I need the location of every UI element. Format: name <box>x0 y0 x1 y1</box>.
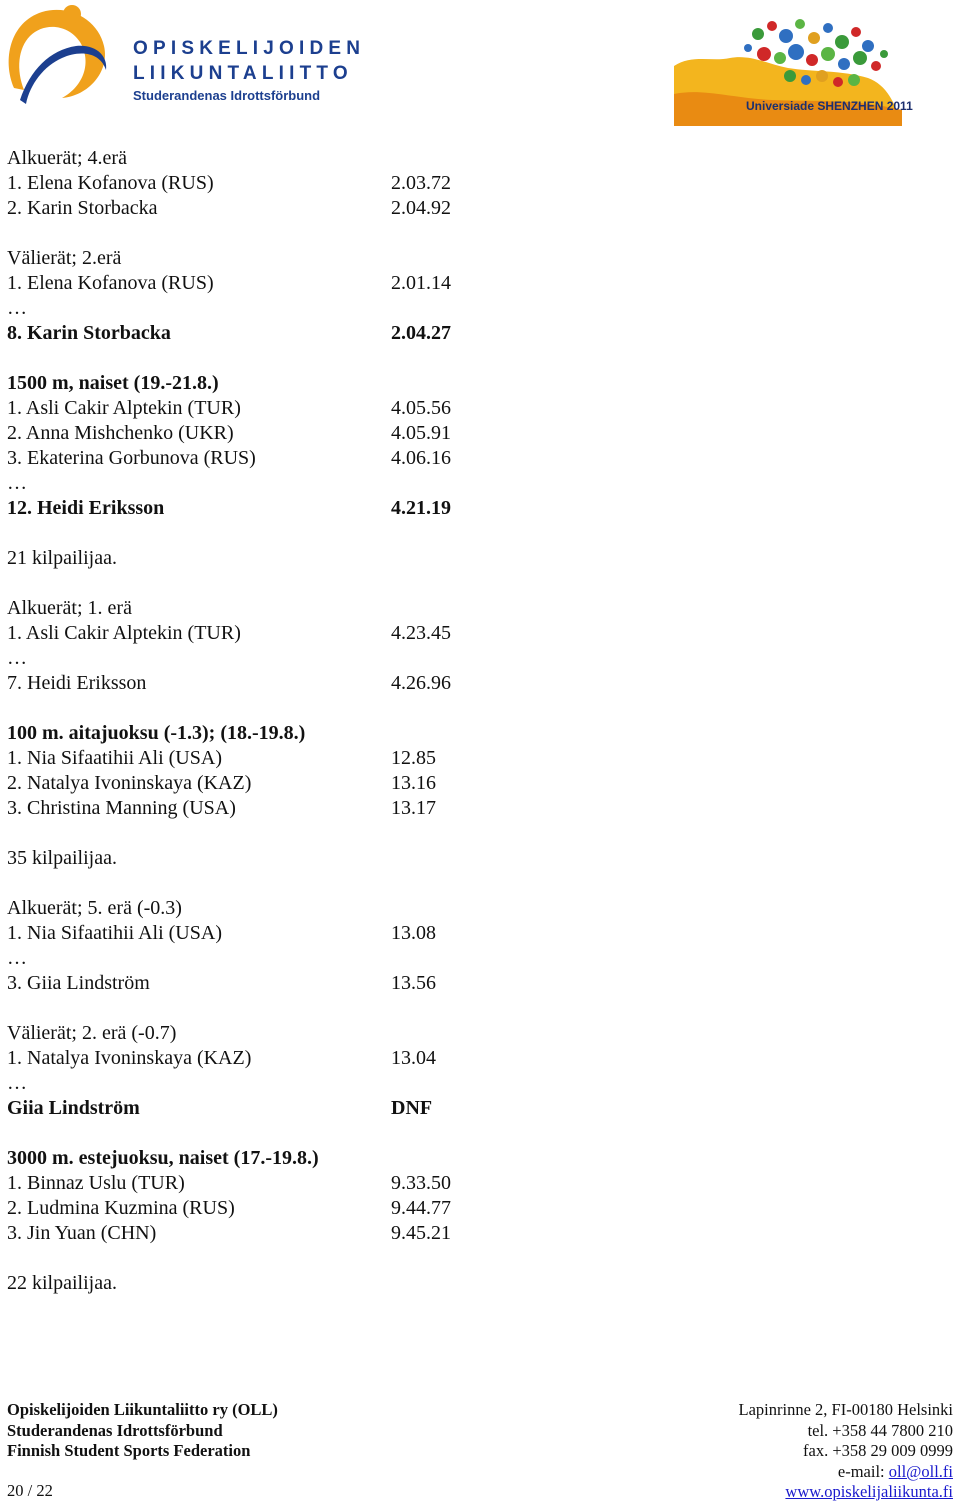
result-value: 2.04.92 <box>391 197 451 219</box>
result-name: 2. Ludmina Kuzmina (RUS) <box>7 1197 235 1219</box>
result-name: … <box>7 472 27 494</box>
result-line <box>7 271 607 296</box>
result-line <box>7 1021 607 1046</box>
result-name: 22 kilpailijaa. <box>7 1272 117 1294</box>
logo-line2: LIIKUNTALIITTO <box>133 63 353 84</box>
result-value: 4.21.19 <box>391 497 451 519</box>
result-name: Välierät; 2.erä <box>7 247 122 269</box>
page-number: 20 / 22 <box>7 1481 53 1500</box>
result-name: 2. Karin Storbacka <box>7 197 158 219</box>
universiade-logo <box>672 14 913 126</box>
result-line <box>7 921 607 946</box>
footer-website-line <box>739 1482 953 1503</box>
spacer <box>7 871 607 896</box>
result-name: 1. Asli Cakir Alptekin (TUR) <box>7 397 241 419</box>
result-name: 2. Natalya Ivoninskaya (KAZ) <box>7 772 252 794</box>
result-line <box>7 746 607 771</box>
universiade-text: Universiade SHENZHEN 2011 <box>746 99 913 113</box>
result-line <box>7 1271 607 1296</box>
result-line <box>7 321 607 346</box>
result-name: 1. Elena Kofanova (RUS) <box>7 272 214 294</box>
result-line <box>7 371 607 396</box>
logo-line3: Studerandenas Idrottsförbund <box>133 88 321 103</box>
result-name: … <box>7 947 27 969</box>
result-line <box>7 1046 607 1071</box>
result-line <box>7 896 607 921</box>
spacer <box>7 996 607 1021</box>
result-value: 9.44.77 <box>391 1197 451 1219</box>
footer-org-swedish: Studerandenas Idrottsförbund <box>7 1420 223 1440</box>
result-name: 1. Asli Cakir Alptekin (TUR) <box>7 622 241 644</box>
result-line <box>7 1221 607 1246</box>
result-value: 2.01.14 <box>391 272 451 294</box>
result-name: … <box>7 1072 27 1094</box>
result-value: 2.04.27 <box>391 322 451 344</box>
result-name: 3. Giia Lindström <box>7 972 150 994</box>
result-value: 2.03.72 <box>391 172 451 194</box>
spacer <box>7 521 607 546</box>
result-name: 1. Elena Kofanova (RUS) <box>7 172 214 194</box>
result-value: DNF <box>391 1097 433 1119</box>
result-name: Giia Lindström <box>7 1097 140 1119</box>
spacer <box>7 346 607 371</box>
result-line <box>7 421 607 446</box>
oll-emblem-icon <box>0 0 366 110</box>
spacer <box>7 1121 607 1146</box>
footer-organization <box>7 1400 278 1462</box>
result-name: 8. Karin Storbacka <box>7 322 171 344</box>
result-line <box>7 621 607 646</box>
footer-org-english: Finnish Student Sports Federation <box>7 1441 251 1461</box>
result-value: 4.26.96 <box>391 672 451 694</box>
result-line <box>7 671 607 696</box>
result-line <box>7 596 607 621</box>
result-name: 2. Anna Mishchenko (UKR) <box>7 422 234 444</box>
footer-email-label: e-mail: <box>837 1461 889 1481</box>
result-name: 12. Heidi Eriksson <box>7 497 165 519</box>
results-list <box>7 146 607 1296</box>
result-line <box>7 1096 607 1121</box>
result-name: 100 m. aitajuoksu (-1.3); (18.-19.8.) <box>7 722 306 744</box>
result-line <box>7 146 607 171</box>
spacer <box>7 571 607 596</box>
footer-tel: tel. +358 44 7800 210 <box>807 1420 953 1440</box>
result-line <box>7 496 607 521</box>
footer-fax: fax. +358 29 009 0999 <box>803 1441 953 1461</box>
result-line <box>7 296 607 321</box>
result-value: 9.33.50 <box>391 1172 451 1194</box>
result-line <box>7 396 607 421</box>
result-name: 21 kilpailijaa. <box>7 547 117 569</box>
result-line <box>7 771 607 796</box>
footer-email-link[interactable]: oll@oll.fi <box>888 1461 953 1481</box>
result-name: … <box>7 647 27 669</box>
result-line <box>7 246 607 271</box>
footer-contact <box>739 1400 953 1503</box>
result-line <box>7 846 607 871</box>
result-line <box>7 971 607 996</box>
result-name: Alkuerät; 5. erä (-0.3) <box>7 897 182 919</box>
result-value: 13.04 <box>391 1047 436 1069</box>
spacer <box>7 1246 607 1271</box>
result-line <box>7 646 607 671</box>
result-line <box>7 721 607 746</box>
result-name: 1500 m, naiset (19.-21.8.) <box>7 372 219 394</box>
result-name: Alkuerät; 4.erä <box>7 147 127 169</box>
result-line <box>7 446 607 471</box>
footer-website-link[interactable]: www.opiskelijaliikunta.fi <box>785 1482 953 1502</box>
result-name: 7. Heidi Eriksson <box>7 672 147 694</box>
result-value: 4.05.91 <box>391 422 451 444</box>
spacer <box>7 696 607 721</box>
result-value: 13.56 <box>391 972 436 994</box>
spacer <box>7 821 607 846</box>
footer-org-name: Opiskelijoiden Liikuntaliitto ry (OLL) <box>7 1400 278 1419</box>
result-value: 12.85 <box>391 747 436 769</box>
result-name: 3000 m. estejuoksu, naiset (17.-19.8.) <box>7 1147 319 1169</box>
result-name: 3. Jin Yuan (CHN) <box>7 1222 157 1244</box>
result-value: 4.23.45 <box>391 622 451 644</box>
result-value: 13.16 <box>391 772 436 794</box>
result-name: 1. Binnaz Uslu (TUR) <box>7 1172 185 1194</box>
result-line <box>7 946 607 971</box>
result-name: 3. Christina Manning (USA) <box>7 797 236 819</box>
result-name: 1. Nia Sifaatihii Ali (USA) <box>7 747 222 769</box>
result-line <box>7 171 607 196</box>
logo-line1: OPISKELIJOIDEN <box>133 38 366 59</box>
footer-email-line <box>739 1462 953 1483</box>
result-name: Alkuerät; 1. erä <box>7 597 132 619</box>
universiade-emblem-icon <box>672 14 913 126</box>
result-name: … <box>7 297 27 319</box>
result-value: 13.17 <box>391 797 436 819</box>
result-line <box>7 546 607 571</box>
result-value: 13.08 <box>391 922 436 944</box>
result-line <box>7 196 607 221</box>
result-name: 1. Natalya Ivoninskaya (KAZ) <box>7 1047 252 1069</box>
result-value: 4.06.16 <box>391 447 451 469</box>
result-line <box>7 796 607 821</box>
result-line <box>7 471 607 496</box>
result-name: 1. Nia Sifaatihii Ali (USA) <box>7 922 222 944</box>
result-name: Välierät; 2. erä (-0.7) <box>7 1022 177 1044</box>
result-line <box>7 1071 607 1096</box>
footer-address: Lapinrinne 2, FI-00180 Helsinki <box>738 1400 953 1419</box>
result-value: 9.45.21 <box>391 1222 451 1244</box>
result-line <box>7 1196 607 1221</box>
result-name: 3. Ekaterina Gorbunova (RUS) <box>7 447 256 469</box>
result-line <box>7 1146 607 1171</box>
result-line <box>7 1171 607 1196</box>
spacer <box>7 221 607 246</box>
oll-logo <box>0 0 366 110</box>
result-value: 4.05.56 <box>391 397 451 419</box>
result-name: 35 kilpailijaa. <box>7 847 117 869</box>
